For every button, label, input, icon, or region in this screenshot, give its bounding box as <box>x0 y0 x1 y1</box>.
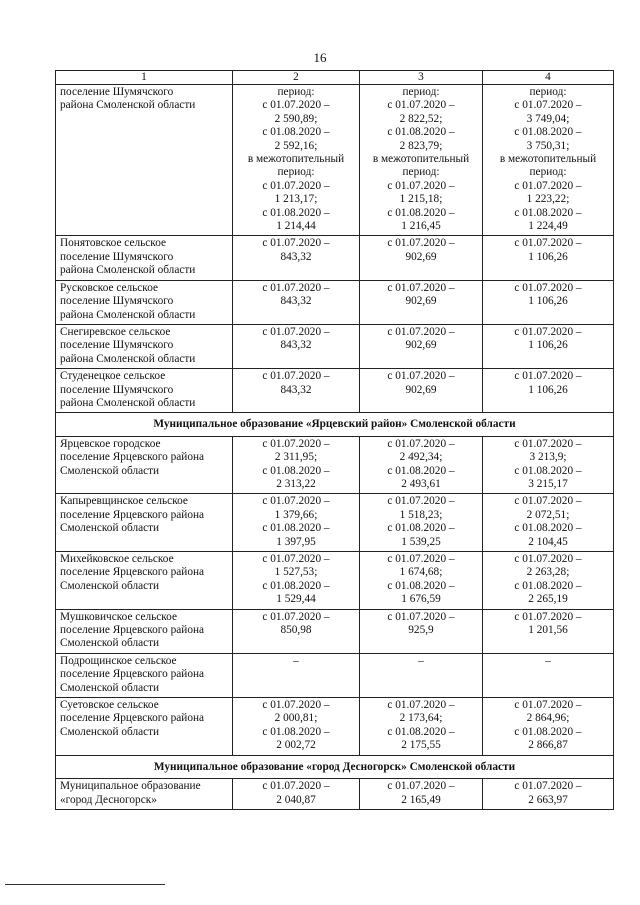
tariff-cell-col4 <box>483 552 614 610</box>
cell-text-line: 2 590,89; <box>274 112 318 125</box>
cell-text-line: 902,69 <box>405 295 437 308</box>
cell-text-line: 3 215,17 <box>528 477 568 490</box>
tariff-cell-col3 <box>360 369 483 413</box>
tariff-cell-col3 <box>360 494 483 552</box>
cell-text-line: 1 674,68; <box>399 566 443 579</box>
cell-text-line: поселение Ярцевского района <box>60 566 205 579</box>
cell-text-line: 2 592,16; <box>274 139 318 152</box>
cell-text-line: 1 676,59 <box>401 593 441 606</box>
cell-text-line: с 01.07.2020 – <box>262 370 330 383</box>
cell-text-line: 2 002,72 <box>276 739 316 752</box>
cell-text-line: поселение Шумячского <box>60 295 174 308</box>
tariff-cell-col2 <box>233 280 360 324</box>
tariff-cell-col3 <box>360 236 483 280</box>
tariff-cell-col4 <box>483 324 614 368</box>
cell-text-line: с 01.07.2020 – <box>387 370 455 383</box>
settlement-name-cell <box>56 436 233 494</box>
tariff-cell-col3 <box>360 609 483 653</box>
cell-text-line: 1 106,26 <box>528 295 568 308</box>
cell-text-line: с 01.07.2020 – <box>387 237 455 250</box>
cell-text-line: района Смоленской области <box>60 396 196 409</box>
settlement-name-cell <box>56 369 233 413</box>
cell-text-line: 3 749,04; <box>526 112 570 125</box>
cell-text-line: с 01.07.2020 – <box>514 437 582 450</box>
settlement-name-cell <box>56 324 233 368</box>
cell-text-line: Русковское сельское <box>60 281 159 294</box>
cell-text-line: 1 215,18; <box>399 193 443 206</box>
cell-text-line: поселение Ярцевского района <box>60 668 205 681</box>
cell-text-line: поселение Ярцевского района <box>60 451 205 464</box>
cell-text-line: с 01.07.2020 – <box>262 281 330 294</box>
tariff-cell-col3 <box>360 280 483 324</box>
cell-text-line: района Смоленской области <box>60 99 196 112</box>
cell-text-line: с 01.08.2020 – <box>262 464 330 477</box>
cell-text-line: период: <box>529 86 567 98</box>
cell-text-line: поселение Шумячского <box>60 250 174 263</box>
cell-text-line: Ярцевское городское <box>60 437 161 450</box>
cell-text-line: с 01.07.2020 – <box>514 553 582 565</box>
cell-text-line: с 01.08.2020 – <box>514 579 582 592</box>
cell-text-line: Смоленской области <box>60 579 160 592</box>
tariff-cell-col4 <box>483 779 614 810</box>
tariff-cell-col3 <box>360 552 483 610</box>
cell-text-line: с 01.08.2020 – <box>262 522 330 535</box>
cell-text-line: 1 397,95 <box>276 535 316 548</box>
cell-text-line: поселение Шумячского <box>60 383 174 396</box>
cell-text-line: 902,69 <box>405 383 437 396</box>
header-cell-1: 1 <box>56 71 233 85</box>
cell-text-line: 2 492,34; <box>399 451 443 464</box>
cell-text-line: Снегиревское сельское <box>60 325 171 338</box>
cell-text-line: в межотопительный <box>499 153 597 166</box>
cell-text-line: 1 201,56 <box>528 624 568 637</box>
tariff-cell-col2 <box>233 494 360 552</box>
cell-text-line: Подрощинское сельское <box>60 654 177 667</box>
cell-text-line: «город Десногорск» <box>60 793 157 806</box>
cell-text-line: с 01.07.2020 – <box>262 495 330 508</box>
cell-text-line: Капыревщинское сельское <box>60 495 188 508</box>
cell-text-line: с 01.08.2020 – <box>262 725 330 738</box>
tariff-cell-col4 <box>483 436 614 494</box>
cell-text-line: 2 864,96; <box>526 712 570 725</box>
section-title: Муниципальное образование «город Десногорск» Смоленской области <box>56 755 614 778</box>
cell-text-line: с 01.07.2020 – <box>387 553 455 565</box>
tariff-cell-col3 <box>360 779 483 810</box>
table-body <box>56 71 614 810</box>
cell-text-line: 1 213,17; <box>274 193 318 206</box>
settlement-name-cell <box>56 698 233 756</box>
tariff-cell-col3 <box>360 436 483 494</box>
cell-text-line: 902,69 <box>405 339 437 352</box>
tariff-cell-col3 <box>360 324 483 368</box>
cell-text-line: с 01.08.2020 – <box>514 522 582 535</box>
cell-text-line: с 01.07.2020 – <box>262 99 330 112</box>
cell-text-line: 2 265,19 <box>528 593 568 606</box>
cell-text-line: 2 822,52; <box>399 112 443 125</box>
settlement-name-cell <box>56 494 233 552</box>
cell-text-line: с 01.07.2020 – <box>387 780 455 793</box>
cell-text-line: с 01.07.2020 – <box>387 281 455 294</box>
cell-text-line: 2 493,61 <box>401 477 441 490</box>
cell-text-line: с 01.08.2020 – <box>387 725 455 738</box>
tariff-table <box>55 70 614 810</box>
cell-text-line: с 01.07.2020 – <box>514 699 582 712</box>
cell-text-line: в межотопительный <box>247 153 345 166</box>
cell-text-line: Мушковичское сельское <box>60 610 177 623</box>
cell-text-line: поселение Шумячского <box>60 86 174 98</box>
cell-text-line: с 01.07.2020 – <box>262 325 330 338</box>
cell-text-line: с 01.07.2020 – <box>262 437 330 450</box>
cell-text-line: поселение Ярцевского района <box>60 624 205 637</box>
cell-text-line: период: <box>402 166 440 179</box>
tariff-cell-col2 <box>233 653 360 697</box>
tariff-cell-col4 <box>483 280 614 324</box>
tariff-cell-col2 <box>233 698 360 756</box>
tariff-cell-col2 <box>233 779 360 810</box>
settlement-name-cell <box>56 779 233 810</box>
cell-text-line: 3 750,31; <box>526 139 570 152</box>
cell-text-line: Смоленской области <box>60 681 160 694</box>
table-row <box>56 324 614 368</box>
cell-text-line: с 01.08.2020 – <box>387 126 455 139</box>
cell-text-line: 1 106,26 <box>528 339 568 352</box>
tariff-cell-col2 <box>233 324 360 368</box>
cell-text-line: с 01.07.2020 – <box>262 610 330 623</box>
cell-text-line: в межотопительный <box>372 153 470 166</box>
cell-text-line: 2 072,51; <box>526 508 570 521</box>
settlement-name-cell <box>56 280 233 324</box>
cell-text-line: с 01.07.2020 – <box>514 780 582 793</box>
cell-text-line: с 01.07.2020 – <box>387 699 455 712</box>
cell-text-line: 1 216,45 <box>401 220 441 233</box>
cell-text-line: с 01.07.2020 – <box>514 179 582 192</box>
cell-text-line: 2 165,49 <box>401 793 441 806</box>
cell-text-line: – <box>293 654 299 667</box>
cell-text-line: Студенецкое сельское <box>60 370 166 383</box>
table-row <box>56 698 614 756</box>
cell-text-line: 1 106,26 <box>528 250 568 263</box>
cell-text-line: с 01.07.2020 – <box>387 99 455 112</box>
cell-text-line: 2 311,95; <box>274 451 318 464</box>
cell-text-line: Муниципальное образование <box>60 780 201 793</box>
table-row <box>56 280 614 324</box>
cell-text-line: с 01.07.2020 – <box>387 437 455 450</box>
tariff-cell-col2 <box>233 436 360 494</box>
section-header-row <box>56 413 614 436</box>
tariff-cell-col2 <box>233 369 360 413</box>
tariff-cell-col2 <box>233 609 360 653</box>
cell-text-line: 3 213,9; <box>529 451 567 464</box>
cell-text-line: 2 663,97 <box>528 793 568 806</box>
cell-text-line: 2 104,45 <box>528 535 568 548</box>
tariff-cell-col4 <box>483 698 614 756</box>
cell-text-line: с 01.07.2020 – <box>262 699 330 712</box>
table-row <box>56 779 614 810</box>
cell-text-line: с 01.08.2020 – <box>262 579 330 592</box>
settlement-name-cell <box>56 653 233 697</box>
cell-text-line: 843,32 <box>280 339 312 352</box>
cell-text-line: с 01.08.2020 – <box>387 206 455 219</box>
cell-text-line: с 01.07.2020 – <box>262 553 330 565</box>
cell-text-line: Смоленской области <box>60 522 160 535</box>
cell-text-line: с 01.08.2020 – <box>514 725 582 738</box>
cell-text-line: 2 000,81; <box>274 712 318 725</box>
cell-text-line: с 01.07.2020 – <box>387 495 455 508</box>
settlement-name-cell <box>56 552 233 610</box>
table-row <box>56 236 614 280</box>
cell-text-line: 902,69 <box>405 250 437 263</box>
table-row <box>56 609 614 653</box>
cell-text-line: период: <box>402 86 440 98</box>
cell-text-line: 843,32 <box>280 295 312 308</box>
section-title: Муниципальное образование «Ярцевский район» Смоленской области <box>56 413 614 436</box>
cell-text-line: 1 223,22; <box>526 193 570 206</box>
cell-text-line: поселение Ярцевского района <box>60 712 205 725</box>
section-header-row <box>56 755 614 778</box>
cell-text-line: с 01.07.2020 – <box>514 99 582 112</box>
cell-text-line: с 01.08.2020 – <box>387 464 455 477</box>
table-row <box>56 653 614 697</box>
cell-text-line: 1 529,44 <box>276 593 316 606</box>
cell-text-line: района Смоленской области <box>60 264 196 277</box>
cell-text-line: с 01.07.2020 – <box>262 237 330 250</box>
cell-text-line: с 01.08.2020 – <box>514 126 582 139</box>
cell-text-line: 843,32 <box>280 383 312 396</box>
tariff-cell-col4 <box>483 85 614 236</box>
cell-text-line: с 01.07.2020 – <box>514 610 582 623</box>
cell-text-line: Смоленской области <box>60 464 160 477</box>
cell-text-line: 925,9 <box>408 624 434 637</box>
cell-text-line: период: <box>529 166 567 179</box>
table-row <box>56 85 614 236</box>
tariff-cell-col4 <box>483 609 614 653</box>
cell-text-line: с 01.07.2020 – <box>387 179 455 192</box>
cell-text-line: Понятовское сельское <box>60 237 166 250</box>
settlement-name-cell <box>56 236 233 280</box>
footnote-separator <box>5 884 165 885</box>
cell-text-line: с 01.08.2020 – <box>387 522 455 535</box>
tariff-cell-col3 <box>360 653 483 697</box>
tariff-cell-col2 <box>233 236 360 280</box>
cell-text-line: Смоленской области <box>60 637 160 650</box>
tariff-cell-col4 <box>483 236 614 280</box>
cell-text-line: с 01.08.2020 – <box>387 579 455 592</box>
cell-text-line: 843,32 <box>280 250 312 263</box>
table-row <box>56 436 614 494</box>
cell-text-line: 1 106,26 <box>528 383 568 396</box>
cell-text-line: период: <box>277 166 315 179</box>
settlement-name-cell <box>56 609 233 653</box>
tariff-cell-col3 <box>360 698 483 756</box>
cell-text-line: 850,98 <box>280 624 312 637</box>
cell-text-line: 2 173,64; <box>399 712 443 725</box>
cell-text-line: с 01.07.2020 – <box>514 325 582 338</box>
cell-text-line: с 01.07.2020 – <box>514 495 582 508</box>
cell-text-line: 2 263,28; <box>526 566 570 579</box>
cell-text-line: 1 379,66; <box>274 508 318 521</box>
tariff-cell-col3 <box>360 85 483 236</box>
cell-text-line: поселение Шумячского <box>60 339 174 352</box>
table-row <box>56 552 614 610</box>
cell-text-line: с 01.08.2020 – <box>514 464 582 477</box>
header-cell-3: 3 <box>360 71 483 85</box>
cell-text-line: 2 040,87 <box>276 793 316 806</box>
cell-text-line: с 01.07.2020 – <box>387 610 455 623</box>
header-cell-4: 4 <box>483 71 614 85</box>
tariff-cell-col4 <box>483 653 614 697</box>
cell-text-line: с 01.07.2020 – <box>514 237 582 250</box>
cell-text-line: района Смоленской области <box>60 308 196 321</box>
cell-text-line: с 01.08.2020 – <box>262 126 330 139</box>
cell-text-line: 2 866,87 <box>528 739 568 752</box>
tariff-cell-col4 <box>483 494 614 552</box>
cell-text-line: 2 313,22 <box>276 477 316 490</box>
cell-text-line: 1 214,44 <box>276 220 316 233</box>
page-number: 16 <box>313 50 327 65</box>
table-row <box>56 369 614 413</box>
cell-text-line: с 01.07.2020 – <box>262 179 330 192</box>
cell-text-line: Суетовское сельское <box>60 699 159 712</box>
cell-text-line: 2 823,79; <box>399 139 443 152</box>
cell-text-line: 1 224,49 <box>528 220 568 233</box>
cell-text-line: период: <box>277 86 315 98</box>
cell-text-line: 1 539,25 <box>401 535 441 548</box>
cell-text-line: Михейковское сельское <box>60 553 174 565</box>
tariff-cell-col2 <box>233 85 360 236</box>
cell-text-line: с 01.07.2020 – <box>514 370 582 383</box>
cell-text-line: 1 518,23; <box>399 508 443 521</box>
settlement-name-cell <box>56 85 233 236</box>
cell-text-line: с 01.07.2020 – <box>262 780 330 793</box>
cell-text-line: с 01.08.2020 – <box>262 206 330 219</box>
cell-text-line: – <box>545 654 551 667</box>
table-row <box>56 494 614 552</box>
cell-text-line: с 01.07.2020 – <box>514 281 582 294</box>
cell-text-line: Смоленской области <box>60 725 160 738</box>
cell-text-line: с 01.07.2020 – <box>387 325 455 338</box>
table-header-row <box>56 71 614 85</box>
cell-text-line: – <box>418 654 424 667</box>
cell-text-line: 2 175,55 <box>401 739 441 752</box>
cell-text-line: 1 527,53; <box>274 566 318 579</box>
header-cell-2: 2 <box>233 71 360 85</box>
cell-text-line: с 01.08.2020 – <box>514 206 582 219</box>
tariff-cell-col4 <box>483 369 614 413</box>
tariff-cell-col2 <box>233 552 360 610</box>
cell-text-line: района Смоленской области <box>60 352 196 365</box>
cell-text-line: поселение Ярцевского района <box>60 508 205 521</box>
